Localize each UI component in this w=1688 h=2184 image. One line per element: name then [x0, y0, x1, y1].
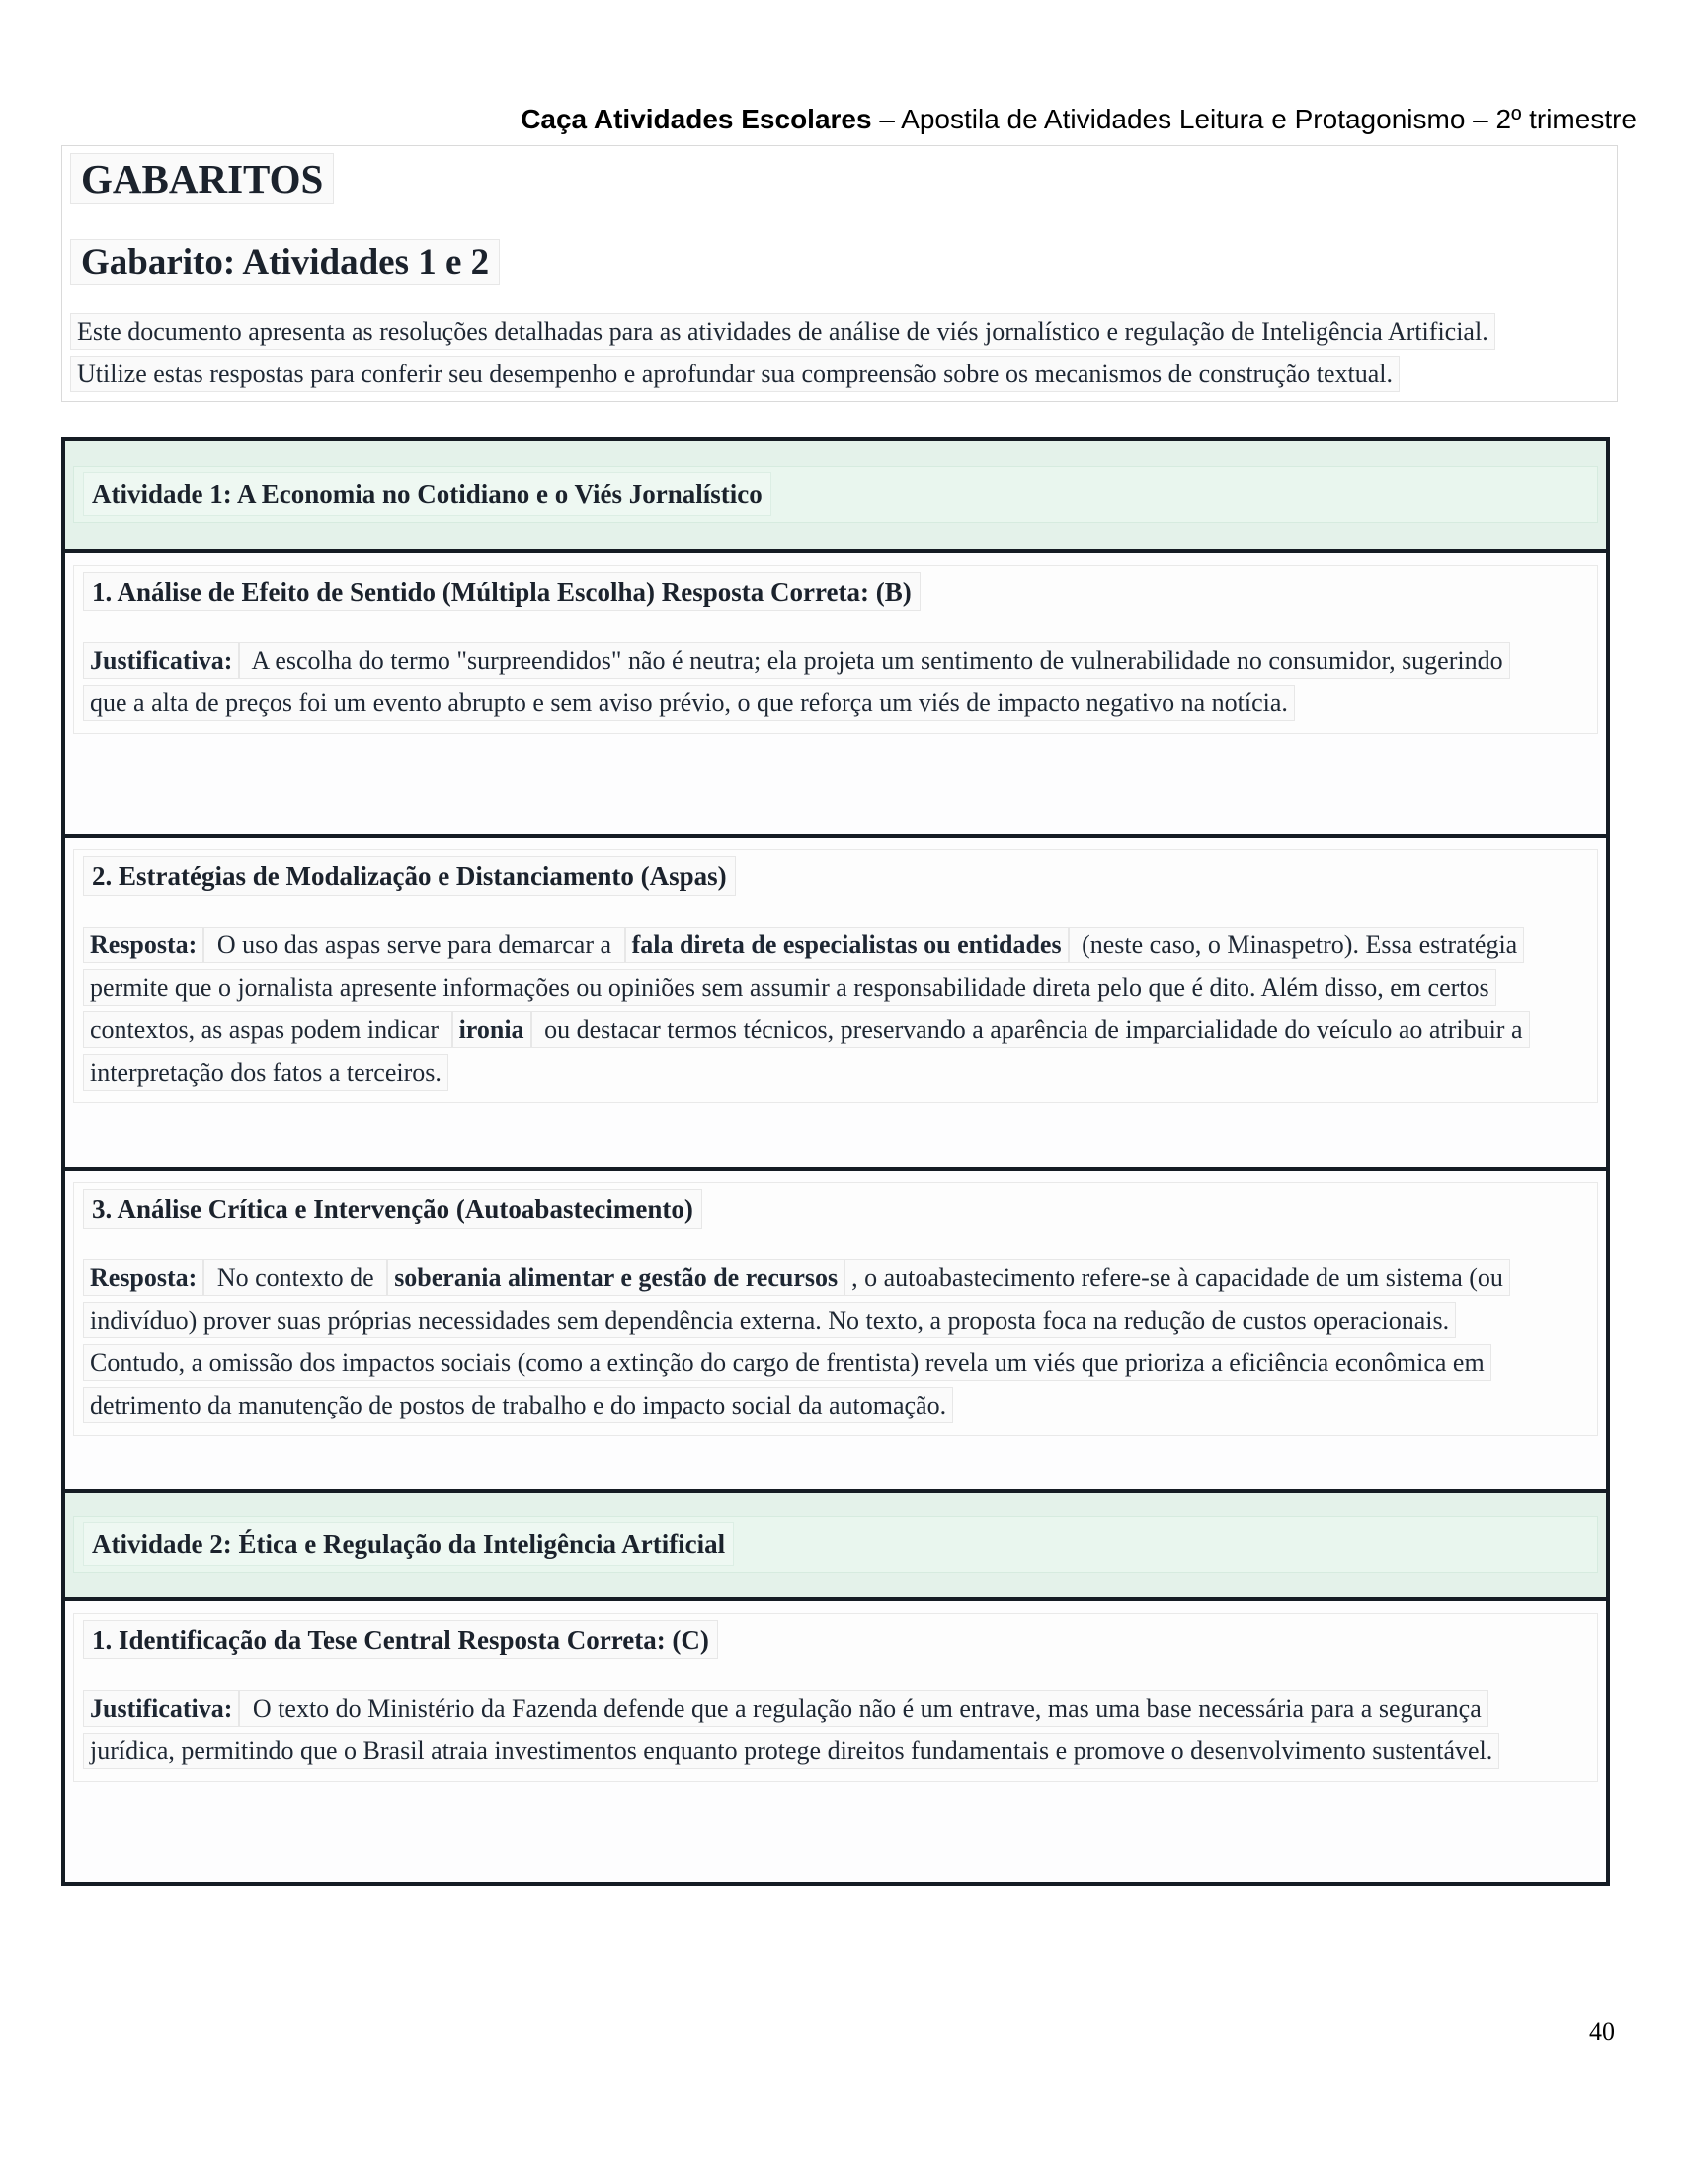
text-run: Justificativa: [83, 1690, 239, 1727]
activity-1-answer-3-row [65, 1167, 1606, 1489]
intro-paragraph [70, 310, 1504, 395]
activity-2-header-row [65, 1489, 1606, 1597]
text-run: Resposta: [83, 1259, 203, 1296]
question-heading [83, 575, 1588, 609]
activity-1-answer-1-row [65, 549, 1606, 834]
text-run: ou destacar termos técnicos, preservando a aparência de imparcialidade do veículo ao atribuir a interpretação dos fatos a terceiros. [83, 1011, 1530, 1091]
activity-2-answer-1-row [65, 1597, 1606, 1882]
page-title [70, 154, 1603, 204]
page-title-text: GABARITOS [70, 153, 334, 204]
activity-1-answer-2-box [73, 849, 1598, 1103]
activity-1-answer-3-box [73, 1182, 1598, 1436]
page-number: 40 [1589, 2017, 1615, 2046]
question-heading-text: 1. Identificação da Tese Central Resposta Correta: (C) [83, 1620, 718, 1659]
text-run: Justificativa: [83, 642, 239, 679]
activity-2-header-box [73, 1516, 1598, 1573]
intro-paragraph-text: Este documento apresenta as resoluções detalhadas para as atividades de análise de viés jornalístico e regulação de Inteligência Artificial. Utilize estas respostas para conferir seu desempenho e aprofundar sua compreensão sobre os mecanismos de construção textual. [70, 313, 1495, 392]
question-heading-text: 1. Análise de Efeito de Sentido (Múltipla Escolha) Resposta Correta: (B) [83, 572, 921, 611]
text-run: Resposta: [83, 927, 203, 963]
activity-1-answer-1-box [73, 565, 1598, 734]
text-run: No contexto de [203, 1259, 387, 1296]
question-heading-text: 2. Estratégias de Modalização e Distanciamento (Aspas) [83, 856, 736, 896]
activity-1-header-box [73, 466, 1598, 523]
question-heading [83, 1192, 1588, 1227]
text-run: ironia [452, 1011, 531, 1048]
section-subtitle-text: Gabarito: Atividades 1 e 2 [70, 239, 500, 285]
running-head-series: Caça Atividades Escolares [521, 104, 872, 134]
activity-2-answer-1-box [73, 1613, 1598, 1782]
text-run: soberania alimentar e gestão de recursos [387, 1259, 844, 1296]
text-run: fala direta de especialistas ou entidades [625, 927, 1069, 963]
activity-1-title: Atividade 1: A Economia no Cotidiano e o Viés Jornalístico [83, 472, 771, 516]
question-heading [83, 859, 1588, 894]
activity-2-title: Atividade 2: Ética e Regulação da Inteligência Artificial [83, 1522, 734, 1566]
running-head [0, 0, 1688, 136]
answer-body [83, 1256, 1540, 1426]
activity-1-header-row [65, 441, 1606, 549]
running-head-subtitle: – Apostila de Atividades Leitura e Protagonismo – 2º trimestre [871, 104, 1637, 134]
section-subtitle [70, 240, 1603, 285]
text-run: (neste caso, o Minaspetro). Essa estratégia permite que o jornalista apresente informações ou opiniões sem assumir a responsabilidade direta pelo que é dito. Além disso, em certos contextos, as aspas podem indicar [83, 927, 1524, 1048]
answer-key-table [61, 437, 1610, 1886]
text-run: A escolha do termo "surpreendidos" não é neutra; ela projeta um sentimento de vulnerabilidade no consumidor, sugerindo que a alta de preços foi um evento abrupto e sem aviso prévio, o que reforça um viés de impacto negativo na notícia. [83, 642, 1510, 721]
answer-body [83, 639, 1540, 724]
text-run: O texto do Ministério da Fazenda defende que a regulação não é um entrave, mas uma base necessária para a segurança jurídica, permitindo que o Brasil atraia investimentos enquanto protege direitos fundamentais e promove o desenvolvimento sustentável. [83, 1690, 1499, 1769]
text-run: , o autoabastecimento refere-se à capacidade de um sistema (ou indivíduo) prover suas próprias necessidades sem dependência externa. No texto, a proposta foca na redução de custos operacionais. Contudo, a omissão dos impactos sociais (como a extinção do cargo de frentista) revela um viés que prioriza a eficiência econômica em detrimento da manutenção de postos de trabalho e do impacto social da automação. [83, 1259, 1510, 1423]
activity-1-answer-2-row [65, 834, 1606, 1167]
question-heading [83, 1623, 1588, 1658]
text-run: O uso das aspas serve para demarcar a [203, 927, 624, 963]
question-heading-text: 3. Análise Crítica e Intervenção (Autoabastecimento) [83, 1189, 702, 1229]
answer-body [83, 1687, 1540, 1772]
answer-body [83, 924, 1540, 1093]
intro-section [61, 145, 1618, 402]
